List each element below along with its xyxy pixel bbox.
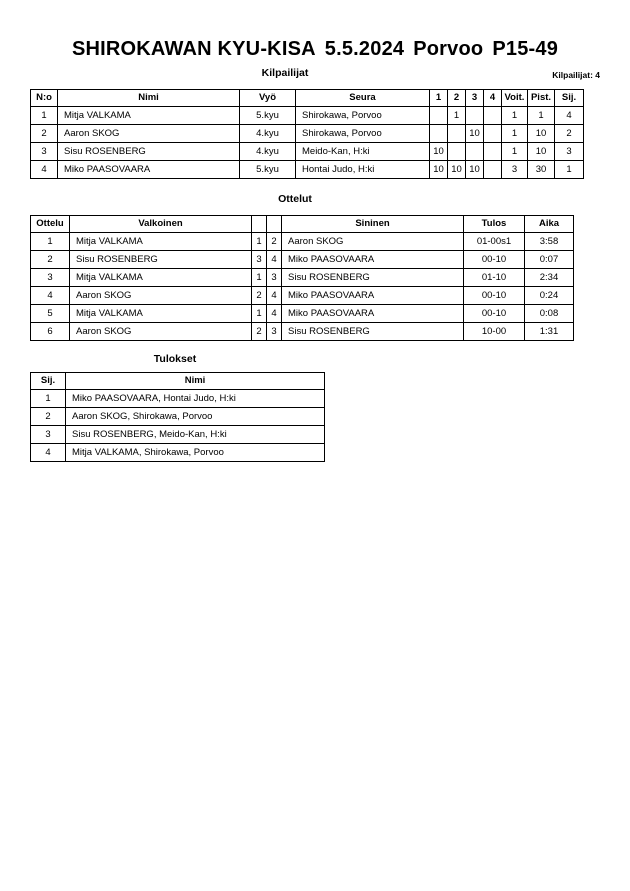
header-name: Nimi bbox=[58, 90, 240, 107]
page-title bbox=[0, 38, 630, 61]
cell-points: 10 bbox=[528, 143, 555, 161]
header-result-rank: Sij. bbox=[31, 373, 66, 390]
results-caption: Tulokset bbox=[153, 353, 197, 365]
header-belt: Vyö bbox=[240, 90, 296, 107]
table-row bbox=[31, 107, 584, 125]
cell-result: 01-00s1 bbox=[464, 233, 525, 251]
title-date: 5.5.2024 bbox=[324, 38, 405, 60]
cell-result-rank: 4 bbox=[31, 444, 66, 462]
table-row bbox=[31, 233, 574, 251]
cell-blue-no: 4 bbox=[267, 305, 282, 323]
cell-white: Mitja VALKAMA bbox=[70, 269, 252, 287]
cell-round-3: 10 bbox=[466, 125, 484, 143]
cell-time: 2:34 bbox=[525, 269, 574, 287]
table-header-row bbox=[31, 373, 325, 390]
cell-points: 1 bbox=[528, 107, 555, 125]
cell-blue: Miko PAASOVAARA bbox=[282, 251, 464, 269]
cell-club: Meido-Kan, H:ki bbox=[296, 143, 430, 161]
cell-no: 2 bbox=[31, 125, 58, 143]
cell-blue-no: 3 bbox=[267, 323, 282, 341]
cell-white: Aaron SKOG bbox=[70, 323, 252, 341]
header-wins: Voit. bbox=[502, 90, 528, 107]
table-row bbox=[31, 426, 325, 444]
cell-result-name: Miko PAASOVAARA, Hontai Judo, H:ki bbox=[66, 390, 325, 408]
table-header-row bbox=[31, 90, 584, 107]
cell-time: 0:08 bbox=[525, 305, 574, 323]
cell-match-no: 6 bbox=[31, 323, 70, 341]
table-row bbox=[31, 305, 574, 323]
cell-white-no: 1 bbox=[252, 305, 267, 323]
table-row bbox=[31, 390, 325, 408]
cell-club: Shirokawa, Porvoo bbox=[296, 107, 430, 125]
table-row bbox=[31, 269, 574, 287]
results-table bbox=[30, 372, 325, 462]
cell-result-rank: 3 bbox=[31, 426, 66, 444]
competitors-caption: Kilpailijat bbox=[261, 67, 309, 79]
cell-rank: 3 bbox=[555, 143, 584, 161]
cell-name: Miko PAASOVAARA bbox=[58, 161, 240, 179]
header-white-no bbox=[252, 216, 267, 233]
header-blue-no bbox=[267, 216, 282, 233]
cell-result: 00-10 bbox=[464, 251, 525, 269]
cell-points: 30 bbox=[528, 161, 555, 179]
cell-match-no: 5 bbox=[31, 305, 70, 323]
header-round-3: 3 bbox=[466, 90, 484, 107]
cell-club: Shirokawa, Porvoo bbox=[296, 125, 430, 143]
cell-rank: 1 bbox=[555, 161, 584, 179]
cell-round-4 bbox=[484, 143, 502, 161]
cell-result-rank: 1 bbox=[31, 390, 66, 408]
cell-result-name: Mitja VALKAMA, Shirokawa, Porvoo bbox=[66, 444, 325, 462]
header-result-name: Nimi bbox=[66, 373, 325, 390]
cell-wins: 1 bbox=[502, 125, 528, 143]
matches-table bbox=[30, 215, 574, 341]
cell-result-rank: 2 bbox=[31, 408, 66, 426]
table-row bbox=[31, 323, 574, 341]
title-event: SHIROKAWAN KYU-KISA bbox=[71, 38, 316, 60]
cell-white: Sisu ROSENBERG bbox=[70, 251, 252, 269]
cell-white-no: 3 bbox=[252, 251, 267, 269]
cell-match-no: 4 bbox=[31, 287, 70, 305]
cell-blue: Sisu ROSENBERG bbox=[282, 269, 464, 287]
cell-white-no: 1 bbox=[252, 233, 267, 251]
table-row bbox=[31, 287, 574, 305]
cell-result: 00-10 bbox=[464, 305, 525, 323]
cell-belt: 5.kyu bbox=[240, 161, 296, 179]
table-row bbox=[31, 143, 584, 161]
cell-white-no: 2 bbox=[252, 287, 267, 305]
cell-rank: 2 bbox=[555, 125, 584, 143]
header-match-no: Ottelu bbox=[31, 216, 70, 233]
header-result: Tulos bbox=[464, 216, 525, 233]
cell-match-no: 2 bbox=[31, 251, 70, 269]
header-no: N:o bbox=[31, 90, 58, 107]
cell-result: 01-10 bbox=[464, 269, 525, 287]
header-round-1: 1 bbox=[430, 90, 448, 107]
cell-white: Aaron SKOG bbox=[70, 287, 252, 305]
cell-match-no: 1 bbox=[31, 233, 70, 251]
cell-white-no: 2 bbox=[252, 323, 267, 341]
cell-round-2 bbox=[448, 143, 466, 161]
header-blue: Sininen bbox=[282, 216, 464, 233]
cell-round-4 bbox=[484, 107, 502, 125]
table-row bbox=[31, 444, 325, 462]
header-club: Seura bbox=[296, 90, 430, 107]
cell-result-name: Sisu ROSENBERG, Meido-Kan, H:ki bbox=[66, 426, 325, 444]
cell-round-1: 10 bbox=[430, 143, 448, 161]
table-row bbox=[31, 161, 584, 179]
cell-round-1: 10 bbox=[430, 161, 448, 179]
cell-blue: Sisu ROSENBERG bbox=[282, 323, 464, 341]
cell-blue-no: 4 bbox=[267, 287, 282, 305]
cell-round-2: 10 bbox=[448, 161, 466, 179]
cell-result-name: Aaron SKOG, Shirokawa, Porvoo bbox=[66, 408, 325, 426]
header-round-4: 4 bbox=[484, 90, 502, 107]
cell-wins: 1 bbox=[502, 107, 528, 125]
cell-name: Mitja VALKAMA bbox=[58, 107, 240, 125]
cell-white: Mitja VALKAMA bbox=[70, 305, 252, 323]
cell-blue: Miko PAASOVAARA bbox=[282, 287, 464, 305]
cell-wins: 3 bbox=[502, 161, 528, 179]
header-points: Pist. bbox=[528, 90, 555, 107]
cell-blue-no: 3 bbox=[267, 269, 282, 287]
cell-match-no: 3 bbox=[31, 269, 70, 287]
competitors-table bbox=[30, 89, 584, 179]
competitor-count: Kilpailijat: 4 bbox=[552, 70, 600, 80]
cell-white-no: 1 bbox=[252, 269, 267, 287]
cell-white: Mitja VALKAMA bbox=[70, 233, 252, 251]
table-header-row bbox=[31, 216, 574, 233]
cell-blue-no: 2 bbox=[267, 233, 282, 251]
cell-blue-no: 4 bbox=[267, 251, 282, 269]
table-row bbox=[31, 251, 574, 269]
cell-round-4 bbox=[484, 161, 502, 179]
cell-belt: 4.kyu bbox=[240, 125, 296, 143]
cell-belt: 5.kyu bbox=[240, 107, 296, 125]
cell-time: 1:31 bbox=[525, 323, 574, 341]
cell-wins: 1 bbox=[502, 143, 528, 161]
cell-round-2: 1 bbox=[448, 107, 466, 125]
cell-blue: Aaron SKOG bbox=[282, 233, 464, 251]
cell-name: Sisu ROSENBERG bbox=[58, 143, 240, 161]
cell-round-3 bbox=[466, 107, 484, 125]
cell-name: Aaron SKOG bbox=[58, 125, 240, 143]
cell-belt: 4.kyu bbox=[240, 143, 296, 161]
cell-time: 0:07 bbox=[525, 251, 574, 269]
cell-no: 4 bbox=[31, 161, 58, 179]
cell-time: 3:58 bbox=[525, 233, 574, 251]
header-rank: Sij. bbox=[555, 90, 584, 107]
matches-caption: Ottelut bbox=[278, 193, 312, 205]
title-category: P15-49 bbox=[492, 38, 559, 60]
cell-no: 3 bbox=[31, 143, 58, 161]
cell-round-3: 10 bbox=[466, 161, 484, 179]
cell-time: 0:24 bbox=[525, 287, 574, 305]
cell-round-3 bbox=[466, 143, 484, 161]
header-white: Valkoinen bbox=[70, 216, 252, 233]
cell-round-2 bbox=[448, 125, 466, 143]
cell-round-4 bbox=[484, 125, 502, 143]
header-time: Aika bbox=[525, 216, 574, 233]
cell-points: 10 bbox=[528, 125, 555, 143]
table-row bbox=[31, 408, 325, 426]
cell-no: 1 bbox=[31, 107, 58, 125]
cell-result: 10-00 bbox=[464, 323, 525, 341]
cell-result: 00-10 bbox=[464, 287, 525, 305]
table-row bbox=[31, 125, 584, 143]
cell-round-1 bbox=[430, 107, 448, 125]
cell-blue: Miko PAASOVAARA bbox=[282, 305, 464, 323]
title-city: Porvoo bbox=[413, 38, 484, 60]
cell-club: Hontai Judo, H:ki bbox=[296, 161, 430, 179]
header-round-2: 2 bbox=[448, 90, 466, 107]
cell-round-1 bbox=[430, 125, 448, 143]
cell-rank: 4 bbox=[555, 107, 584, 125]
